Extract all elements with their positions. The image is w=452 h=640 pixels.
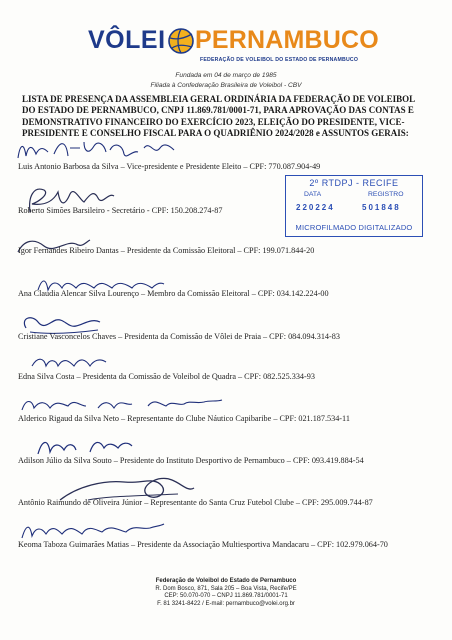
footer-contact: F. 81 3241-8422 / E-mail: pernambuco@volei.org.br (157, 600, 295, 607)
signatory-1: Luis Antonio Barbosa da Silva – Vice-presidente e Presidente Eleito – CPF: 770.087.904-49 (18, 162, 321, 171)
title-line: LISTA DE PRESENÇA DA ASSEMBLEIA GERAL ORDINÁRIA DA FEDERAÇÃO DE VOLEIBOL (22, 94, 416, 104)
footer-federation-name: Federação de Voleibol do Estado de Pernambuco (155, 578, 297, 584)
signatory-7: Alderico Rigaud da Silva Neto – Representante do Clube Náutico Capibaribe – CPF: 021.187.534-11 (18, 414, 350, 423)
title-line: DEMONSTRATIVO FINANCEIRO DO EXERCÍCIO 2023, ELEIÇÃO DO PRESIDENTE, VICE- (22, 116, 405, 127)
footer-address: R. Dom Bosco, 871, Sala 205 – Boa Vista, Recife/PE (155, 585, 297, 592)
signatory-8: Adilson Júlio da Silva Souto – Presidente do Instituto Desportivo de Pernambuco – CPF: 093.419.884-54 (18, 456, 364, 465)
stamp-date-value: 220224 (296, 203, 335, 212)
footer-cep-cnpj: CEP: 50.070-070 – CNPJ 11.869.781/0001-71 (164, 593, 288, 600)
signatory-5: Cristiane Vasconcelos Chaves – Presidenta da Comissão de Vôlei de Praia – CPF: 084.094.314-83 (18, 332, 340, 341)
affiliation-line: Filiada à Confederação Brasileira de Voleibol - CBV (150, 82, 302, 89)
signatory-3: Igor Fernandes Ribeiro Dantas – Presidente da Comissão Eleitoral – CPF: 199.071.844-20 (18, 246, 315, 255)
logo-subtitle: FEDERAÇÃO DE VOLEIBOL DO ESTADO DE PERNAMBUCO (200, 57, 359, 63)
federation-logo (88, 22, 379, 72)
signatory-10: Keoma Taboza Guimarães Matias – Presidente da Associação Multiesportiva Mandacaru – CPF: 102.979.064-70 (18, 540, 388, 549)
volleyball-icon (168, 28, 194, 54)
signatory-2: Roberto Simões Barsileiro - Secretário - CPF: 150.208.274-87 (18, 206, 223, 215)
title-line: DO ESTADO DE PERNAMBUCO, CNPJ 11.869.781/0001-71, PARA APROVAÇÃO DAS CONTAS E (22, 105, 414, 116)
signatory-4: Ana Claudia Alencar Silva Lourenço – Membro da Comissão Eleitoral – CPF: 034.142.224-00 (18, 289, 329, 298)
registry-stamp (285, 175, 423, 237)
document-title (22, 94, 436, 139)
signatory-9: Antônio Raimundo de Oliveira Júnior – Representante do Santa Cruz Futebol Clube – CPF: 295.009.744-87 (18, 498, 373, 507)
title-line: PRESIDENTE E CONSELHO FISCAL PARA O QUADRIÊNIO 2024/2028 e ASSUNTOS GERAIS: (22, 127, 409, 138)
logo-word-pernambuco: PERNAMBUCO (195, 26, 379, 54)
logo-word-volei: VÔLEI (88, 26, 166, 54)
founded-date: Fundada em 04 de março de 1985 (175, 72, 277, 79)
signature-7 (18, 392, 228, 416)
signature-6 (30, 350, 110, 374)
stamp-title: 2º RTDPJ - RECIFE (309, 178, 399, 188)
stamp-register-value: 501848 (362, 203, 401, 212)
stamp-date-label: DATA (304, 191, 322, 198)
stamp-footer: MICROFILMADO DIGITALIZADO (295, 223, 413, 232)
signatory-6: Edna Silva Costa – Presidenta da Comissão de Voleibol de Quadra – CPF: 082.525.334-93 (18, 372, 315, 381)
page-footer (0, 578, 452, 608)
stamp-register-label: REGISTRO (368, 191, 404, 198)
